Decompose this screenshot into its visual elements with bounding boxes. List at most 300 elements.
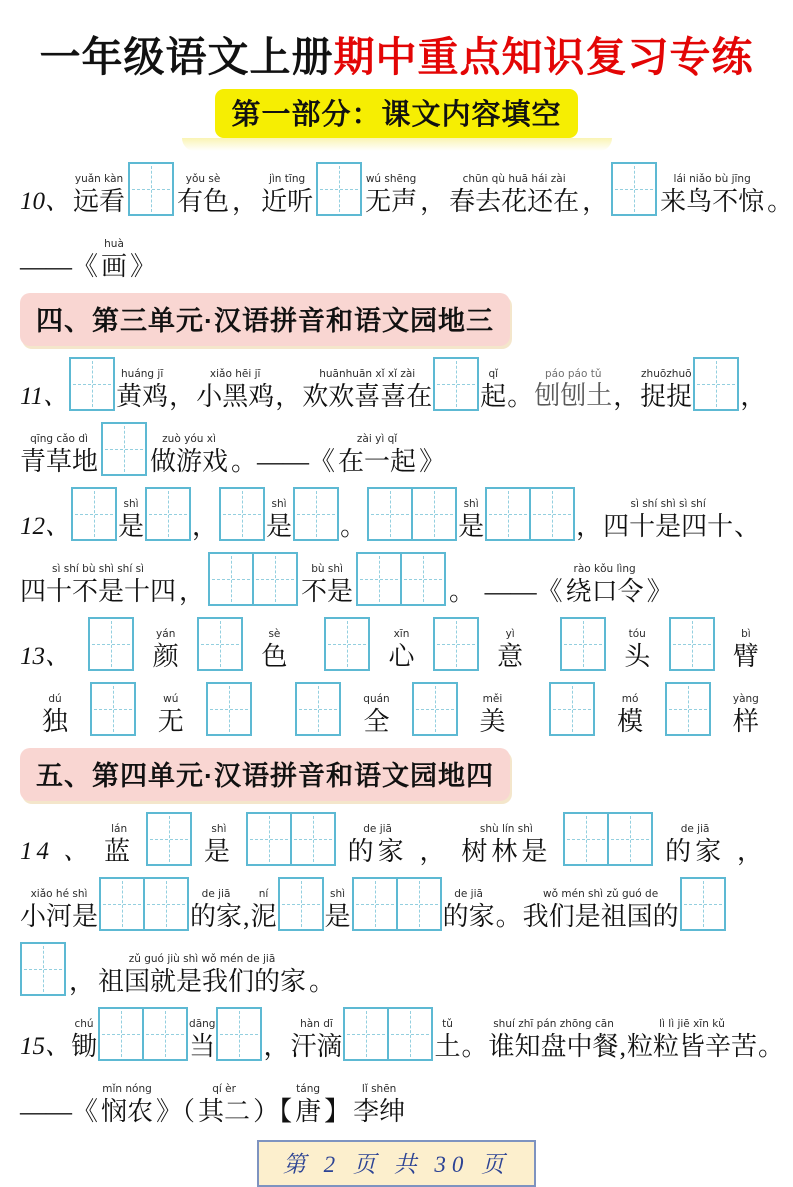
pinyin-label [320, 954, 323, 966]
hanzi-text: ——《 [20, 1097, 99, 1127]
hanzi-text: ， [740, 382, 767, 412]
pinyin-label: huà [104, 238, 124, 251]
pinyin-label [57, 239, 60, 251]
pinyin-label: mǐn nóng [102, 1083, 152, 1096]
hanzi-text: 。——《 [231, 447, 336, 477]
answer-box-pair [99, 877, 189, 931]
tian-grid-box [88, 617, 134, 671]
answer-box-pair [356, 552, 446, 606]
pinyin-label [431, 174, 434, 186]
tian-grid-box [352, 877, 398, 931]
hanzi-text: ， [419, 837, 450, 867]
pinyin-label: shì [211, 823, 227, 836]
pinyin-label: shì [463, 498, 479, 511]
text-group [603, 499, 733, 541]
hanzi-text: ）【 [253, 1097, 293, 1127]
hanzi-text: ， [576, 512, 603, 542]
hanzi-text: 有色 [177, 187, 230, 217]
hanzi-text: ——《 [478, 577, 563, 607]
text-group [198, 1084, 250, 1126]
worksheet-line [20, 483, 773, 541]
hanzi-text: 蓝 [104, 837, 135, 867]
text-group [20, 434, 98, 476]
text-group [232, 174, 258, 216]
pinyin-label: yuǎn kàn [74, 173, 124, 186]
text-group [647, 564, 673, 606]
text-group [156, 1084, 195, 1126]
hanzi-text: 臂 [732, 642, 759, 672]
pinyin-label [43, 501, 46, 513]
pinyin-label: shì [271, 498, 287, 511]
hanzi-text: ， [582, 187, 609, 217]
text-group [150, 434, 228, 476]
tian-grid-box [206, 682, 252, 736]
text-group [462, 1019, 488, 1061]
worksheet-line [20, 223, 773, 281]
tian-grid-box [665, 682, 711, 736]
answer-box [145, 487, 191, 541]
answer-box [101, 422, 147, 476]
pinyin-label: zhuōzhuō [641, 368, 692, 381]
hanzi-text: 无声 [365, 187, 418, 217]
pinyin-label: de jiā [201, 888, 231, 901]
answer-box-pair [352, 877, 442, 931]
pinyin-label: xiǎo hēi jī [209, 368, 261, 381]
tian-grid-box [400, 552, 446, 606]
pinyin-label: chūn qù huā hái zài [462, 173, 566, 186]
hanzi-text: 欢欢喜喜在 [302, 382, 433, 412]
hanzi-text: 树林是 [461, 837, 552, 867]
tian-grid-box [219, 487, 265, 541]
hanzi-text: 。 [449, 577, 476, 607]
hanzi-text: ， [275, 382, 302, 412]
hanzi-text: 。 [767, 187, 793, 217]
worksheet-line [20, 1068, 773, 1126]
tian-grid-box [356, 552, 402, 606]
hanzi-text: ——《 [20, 252, 99, 282]
worksheet-line [20, 418, 773, 476]
tian-grid-box [71, 487, 117, 541]
hanzi-text: 的家 [190, 902, 243, 932]
hanzi-text: 青草地 [20, 447, 99, 477]
pinyin-label [275, 1019, 278, 1031]
tian-grid-box [560, 617, 606, 671]
pinyin-label: tóu [628, 628, 646, 641]
text-group [734, 499, 760, 541]
text-group [627, 1019, 757, 1061]
pinyin-label [750, 824, 753, 836]
tian-grid-box [98, 1007, 144, 1061]
hanzi-text: 是 [266, 512, 293, 542]
tian-grid-box [90, 682, 136, 736]
answer-box [611, 162, 657, 216]
text-group [443, 889, 495, 931]
pinyin-label: xiǎo hé shì [30, 888, 88, 901]
hanzi-text: ， [420, 187, 447, 217]
pinyin-label [752, 369, 755, 381]
tian-grid-box [485, 487, 531, 541]
text-group [640, 369, 692, 411]
hanzi-text: 粒粒皆辛苦 [627, 1032, 758, 1062]
tian-grid-box [295, 682, 341, 736]
hanzi-text: 刨刨土 [534, 381, 613, 412]
hanzi-text: 。 [758, 1032, 785, 1062]
pinyin-label: sì shí bù shì shí sì [52, 563, 144, 576]
pinyin-label: bì [741, 628, 751, 641]
answer-box [219, 487, 265, 541]
line-number [20, 1021, 70, 1062]
worksheet-body [20, 158, 793, 1127]
pinyin-label: rào kǒu lìng [573, 563, 636, 576]
text-group [737, 824, 767, 866]
line-number [20, 826, 92, 867]
hanzi-text: 来鸟不惊 [660, 187, 765, 217]
pinyin-label: měi [482, 693, 503, 706]
pinyin-label [430, 434, 433, 446]
hanzi-text: 无 [157, 707, 184, 737]
pinyin-label [433, 824, 436, 836]
text-group [261, 629, 287, 671]
hanzi-text: 。 [507, 382, 534, 412]
worksheet-line [20, 548, 773, 606]
item-number: 14 、 [20, 838, 93, 866]
pinyin-label: sì shí shì sì shí [630, 498, 706, 511]
part-banner-wrap [20, 89, 773, 151]
pinyin-label: shuí zhī pán zhōng cān [493, 1018, 614, 1031]
pinyin-label [43, 631, 46, 643]
pinyin-label [141, 239, 144, 251]
answer-box [88, 617, 134, 671]
pinyin-label: hàn dī [300, 1018, 333, 1031]
tian-grid-box [411, 487, 457, 541]
hanzi-text: 意 [497, 642, 524, 672]
tian-grid-box [316, 162, 362, 216]
answer-box-pair [367, 487, 457, 541]
pinyin-label: qí èr [212, 1083, 236, 1096]
text-group [733, 694, 759, 736]
text-group [42, 694, 68, 736]
hanzi-text: 。 [309, 967, 336, 997]
page-number-box: 第 2 页 共 30 页 [257, 1140, 536, 1187]
text-group [204, 824, 234, 866]
text-group [104, 824, 134, 866]
text-group [507, 369, 533, 411]
hanzi-text: , [243, 902, 250, 932]
answer-box [69, 357, 115, 411]
hanzi-text: 土 [434, 1032, 461, 1062]
pinyin-label [203, 499, 206, 511]
worksheet-line [20, 158, 793, 217]
pinyin-label [778, 174, 781, 186]
text-group [253, 1084, 292, 1126]
answer-box [206, 682, 252, 736]
text-group [20, 889, 98, 931]
text-group [388, 629, 414, 671]
pinyin-label: táng [296, 1083, 321, 1096]
text-group [118, 499, 144, 541]
text-group [71, 1019, 97, 1061]
tian-grid-box [387, 1007, 433, 1061]
text-group [489, 1019, 619, 1061]
text-group [196, 369, 274, 411]
section-header-row [20, 293, 773, 346]
text-group [243, 889, 250, 931]
hanzi-text: 捉捉 [640, 382, 693, 412]
pinyin-label: tǔ [442, 1018, 453, 1031]
pinyin-label: sè [268, 628, 281, 641]
tian-grid-box [324, 617, 370, 671]
text-group [295, 1084, 321, 1126]
hanzi-text: 全 [363, 707, 390, 737]
text-group [169, 369, 195, 411]
text-group [449, 174, 579, 216]
text-group [348, 824, 408, 866]
hanzi-text: 》 [419, 447, 446, 477]
text-group [767, 174, 793, 216]
text-group [263, 1019, 289, 1061]
pinyin-label: huānhuān xǐ xǐ zài [319, 368, 416, 381]
pinyin-label: huáng jī [121, 368, 164, 381]
hanzi-text: 是 [118, 512, 145, 542]
worksheet-line [20, 1003, 785, 1062]
answer-box [128, 162, 174, 216]
text-group [523, 889, 679, 931]
text-group [620, 1019, 627, 1061]
tian-grid-box [208, 552, 254, 606]
pinyin-label: wǒ mén shì zǔ guó de [543, 888, 659, 901]
text-group [458, 499, 484, 541]
hanzi-text: 四十是四十 [603, 512, 734, 542]
tian-grid-box [246, 812, 292, 866]
text-group [420, 174, 446, 216]
text-group [20, 239, 98, 281]
text-group [617, 694, 643, 736]
hanzi-text: ， [613, 382, 640, 412]
hanzi-text: 四十不是十四 [20, 577, 177, 607]
tian-grid-box [607, 812, 653, 866]
text-group [576, 499, 602, 541]
text-group [231, 434, 335, 476]
hanzi-text: 春去花还在 [449, 187, 580, 217]
text-group [534, 369, 612, 411]
text-group [480, 369, 506, 411]
answer-box [324, 617, 370, 671]
text-group [324, 1084, 350, 1126]
hanzi-text: 不是 [301, 577, 354, 607]
tian-grid-box [563, 812, 609, 866]
text-group [419, 824, 449, 866]
tian-grid-box [412, 682, 458, 736]
hanzi-text: 的家 [665, 837, 726, 867]
tian-grid-box [680, 877, 726, 931]
answer-box [295, 682, 341, 736]
answer-box-pair [343, 1007, 433, 1061]
text-group [665, 824, 725, 866]
pinyin-label: xīn [393, 628, 410, 641]
pinyin-label: yì [505, 628, 515, 641]
pinyin-label [57, 1084, 60, 1096]
hanzi-text: 的家 [442, 902, 495, 932]
text-group [496, 889, 522, 931]
item-number: 12、 [20, 513, 71, 541]
pinyin-label [507, 889, 510, 901]
pinyin-label [519, 369, 522, 381]
hanzi-text: 当 [189, 1032, 216, 1062]
section-header: 四、第三单元·汉语拼音和语文园地三 [20, 293, 510, 346]
worksheet-line [20, 678, 773, 736]
tian-grid-box [197, 617, 243, 671]
text-group [73, 174, 125, 216]
hanzi-text: 模 [617, 707, 644, 737]
answer-box [293, 487, 339, 541]
pinyin-label [745, 499, 748, 511]
hanzi-text: 在一起 [338, 447, 417, 477]
pinyin-label: qīng cǎo dì [30, 433, 88, 446]
tian-grid-box [433, 357, 479, 411]
tian-grid-box [343, 1007, 389, 1061]
text-group [101, 1084, 153, 1126]
pinyin-label [43, 1021, 46, 1033]
hanzi-text: 》（ [156, 1097, 196, 1127]
hanzi-text: 其二 [198, 1097, 251, 1127]
text-group [251, 889, 277, 931]
text-group [740, 369, 766, 411]
pinyin-label [42, 371, 45, 383]
text-group [69, 954, 95, 996]
text-group [340, 499, 366, 541]
text-group [158, 694, 184, 736]
text-group [20, 564, 176, 606]
tian-grid-box [101, 422, 147, 476]
title-red-part: 期中重点知识复习专练 [333, 34, 754, 80]
pinyin-label: jìn tīng [268, 173, 306, 186]
hanzi-text: 起 [480, 382, 507, 412]
hanzi-text: ， [69, 967, 96, 997]
text-group [338, 434, 416, 476]
hanzi-text: ， [192, 512, 219, 542]
pinyin-label: mó [621, 693, 639, 706]
pinyin-label: lán [111, 823, 128, 836]
answer-box [549, 682, 595, 736]
hanzi-text: ， [179, 577, 206, 607]
answer-box [433, 617, 479, 671]
pinyin-label [190, 564, 193, 576]
hanzi-text: 小河是 [20, 902, 99, 932]
text-group [179, 564, 205, 606]
text-group [582, 174, 608, 216]
answer-box-pair [98, 1007, 188, 1061]
text-group [101, 239, 127, 281]
hanzi-text: 样 [732, 707, 759, 737]
text-group [266, 499, 292, 541]
pinyin-label [174, 1084, 177, 1096]
hanzi-text: ， [736, 837, 767, 867]
pinyin-label: ní [258, 888, 269, 901]
pinyin-label [281, 434, 284, 446]
hanzi-text: 李绅 [353, 1097, 406, 1127]
text-group [98, 954, 306, 996]
pinyin-label [243, 174, 246, 186]
pinyin-label: quán [363, 693, 390, 706]
hanzi-text: 头 [624, 642, 651, 672]
pinyin-label: de jiā [363, 823, 392, 836]
pinyin-label: chú [74, 1018, 94, 1031]
text-group [189, 1019, 215, 1061]
text-group [624, 629, 650, 671]
pinyin-label: shì [330, 888, 346, 901]
hanzi-text: 锄 [71, 1032, 98, 1062]
pinyin-label [80, 954, 83, 966]
pinyin-label [54, 826, 57, 838]
pinyin-label [271, 1084, 274, 1096]
tian-grid-box [69, 357, 115, 411]
answer-box [216, 1007, 262, 1061]
worksheet-line [20, 353, 773, 411]
pinyin-label: zuò yóu xì [162, 433, 216, 446]
pinyin-label [621, 1019, 624, 1031]
hanzi-text: 》 [130, 252, 157, 282]
answer-box [433, 357, 479, 411]
tian-grid-box [669, 617, 715, 671]
pinyin-label: lái niǎo bù jīng [673, 173, 751, 186]
text-group [302, 369, 432, 411]
hanzi-text: 做游戏 [150, 447, 229, 477]
line-number [20, 631, 70, 672]
item-number: 15、 [20, 1033, 71, 1061]
tian-grid-box [293, 487, 339, 541]
text-group [301, 564, 353, 606]
pinyin-label [587, 499, 590, 511]
pinyin-label [351, 499, 354, 511]
pinyin-label: yǒu sè [185, 173, 221, 186]
answer-box [665, 682, 711, 736]
tian-grid-box [252, 552, 298, 606]
pinyin-label [460, 564, 463, 576]
answer-box [560, 617, 606, 671]
tian-grid-box [216, 1007, 262, 1061]
text-group [153, 629, 179, 671]
pinyin-label [473, 1019, 476, 1031]
text-group [261, 174, 313, 216]
answer-box [197, 617, 243, 671]
hanzi-text: , [619, 1032, 627, 1062]
pinyin-label: yàng [732, 693, 759, 706]
pinyin-label: bù shì [311, 563, 343, 576]
answer-box-pair [485, 487, 575, 541]
hanzi-text: 独 [42, 707, 69, 737]
item-number: 11、 [20, 383, 69, 411]
hanzi-text: 画 [101, 252, 128, 282]
text-group [566, 564, 644, 606]
text-group [758, 1019, 784, 1061]
banner-glow [182, 138, 612, 151]
answer-box [693, 357, 739, 411]
hanzi-text: 我们是祖国的 [522, 902, 679, 932]
hanzi-text: ， [263, 1032, 290, 1062]
hanzi-text: 汗滴 [290, 1032, 343, 1062]
text-group [190, 889, 242, 931]
hanzi-text: 泥 [250, 902, 277, 932]
text-group [130, 239, 156, 281]
pinyin-label: de jiā [680, 823, 710, 836]
pinyin-label [519, 564, 522, 576]
answer-box [412, 682, 458, 736]
pinyin-label [658, 564, 661, 576]
line-number [20, 371, 68, 412]
hanzi-text: 。 [340, 512, 367, 542]
tian-grid-box [433, 617, 479, 671]
page-title [20, 34, 773, 81]
